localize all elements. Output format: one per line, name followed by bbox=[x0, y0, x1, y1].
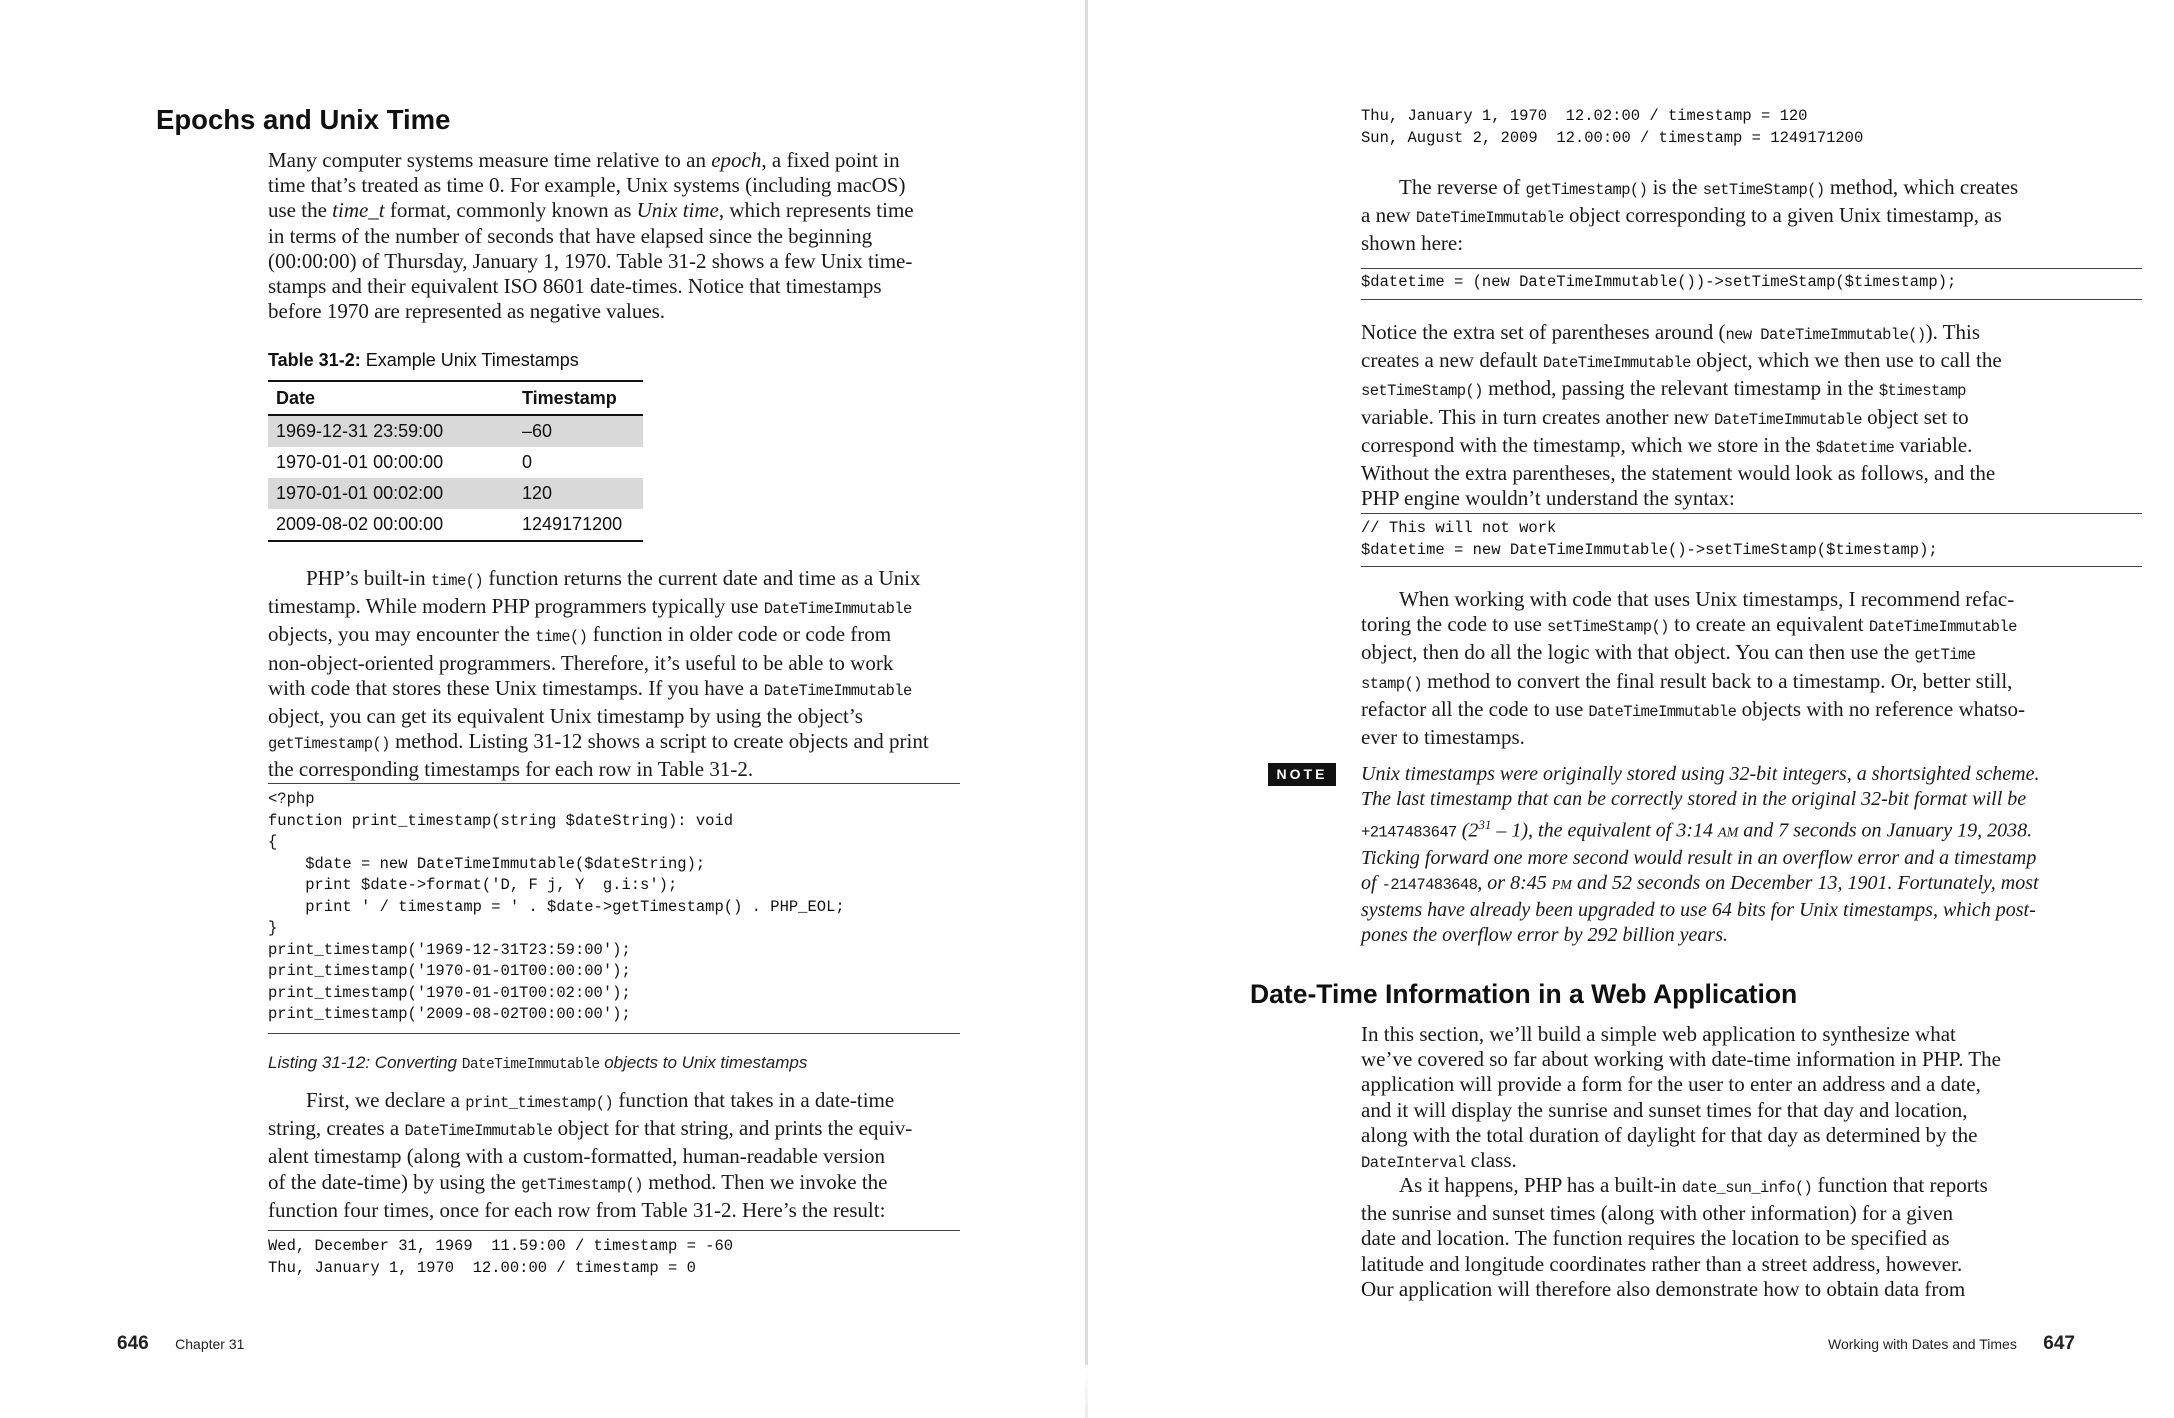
text-line: First, we declare a print_timestamp() function that takes in a date-time bbox=[306, 1088, 895, 1112]
inline-code: setTimeStamp() bbox=[1547, 618, 1669, 637]
inline-code: DateTimeImmutable bbox=[763, 600, 912, 619]
text-line: Ticking forward one more second would result in an overflow error and a timestamp bbox=[1361, 846, 2037, 869]
inline-code: getTimestamp() bbox=[521, 1175, 643, 1194]
text-line: toring the code to use setTimeStamp() to create an equivalent DateTimeImmutable bbox=[1361, 612, 2017, 637]
code-line: $datetime = new DateTimeImmutable()->setTimeStamp($timestamp); bbox=[1361, 540, 1938, 559]
text-line: correspond with the timestamp, which we store in the $datetime variable. bbox=[1361, 432, 1973, 457]
text-line: object, then do all the logic with that object. You can then use the getTime bbox=[1361, 640, 1976, 665]
text-line: stamps and their equivalent ISO 8601 date-times. Notice that timestamps bbox=[268, 274, 882, 299]
table-cell-timestamp: 1249171200 bbox=[514, 509, 643, 541]
table-row bbox=[268, 447, 643, 478]
text-line: In this section, we’ll build a simple web application to synthesize what bbox=[1361, 1022, 1956, 1046]
inline-code: -2147483648 bbox=[1381, 876, 1478, 895]
explanation-paragraph bbox=[268, 1088, 912, 1223]
inline-code: getTimestamp() bbox=[1525, 181, 1648, 199]
small-caps: am bbox=[1718, 819, 1739, 842]
superscript: 31 bbox=[1478, 817, 1492, 833]
text-line: we’ve covered so far about working with date-time information in PHP. The bbox=[1361, 1047, 2001, 1072]
text-line: string, creates a DateTimeImmutable object for that string, and prints the equiv- bbox=[268, 1116, 913, 1141]
text-line: pones the overflow error by 292 billion years. bbox=[1361, 924, 1728, 947]
table-cell-date: 2009-08-02 00:00:00 bbox=[268, 509, 514, 541]
text-line: date and location. The function requires the location to be specified as bbox=[1361, 1226, 1950, 1251]
text-line: alent timestamp (along with a custom-formatted, human-readable version bbox=[268, 1144, 885, 1169]
left-footer bbox=[117, 1333, 244, 1355]
text-line: As it happens, PHP has a built-in date_sun_info() function that reports bbox=[1399, 1173, 1988, 1197]
code-not-work bbox=[1361, 513, 2142, 567]
table-row bbox=[268, 509, 643, 541]
emphasis: epoch bbox=[711, 148, 762, 172]
table-cell-timestamp: –60 bbox=[514, 415, 643, 447]
code-line: print_timestamp('1970-01-01T00:02:00'); bbox=[268, 983, 631, 1002]
chapter-label: Chapter 31 bbox=[175, 1336, 245, 1352]
table-cell-timestamp: 0 bbox=[522, 452, 533, 472]
right-footer bbox=[1828, 1333, 2075, 1355]
text-line: the sunrise and sunset times (along with other information) for a given bbox=[1361, 1201, 1953, 1226]
table-cell-date: 1970-01-01 00:02:00 bbox=[268, 478, 514, 509]
inline-code: new DateTimeImmutable() bbox=[1725, 326, 1926, 344]
code-line: Wed, December 31, 1969 11.59:00 / timestamp = -60 bbox=[268, 1237, 734, 1255]
table-cell-date: 1969-12-31 23:59:00 bbox=[268, 415, 514, 447]
text-line: The reverse of getTimestamp() is the setTimeStamp() method, which creates bbox=[1399, 175, 2019, 199]
code-line: <?php bbox=[268, 790, 315, 808]
inline-code: $datetime bbox=[1815, 438, 1895, 457]
listing-caption-prefix: Listing 31-12: Converting bbox=[268, 1053, 462, 1072]
text-line: before 1970 are represented as negative values. bbox=[268, 299, 666, 324]
inline-code: DateTimeImmutable bbox=[1868, 618, 2017, 637]
left-page bbox=[0, 0, 1085, 1418]
small-caps: pm bbox=[1551, 872, 1572, 895]
code-line: // This will not work bbox=[1361, 519, 1557, 537]
text-line: getTimestamp() method. Listing 31-12 shows a script to create objects and print bbox=[268, 729, 929, 754]
text-line: application will provide a form for the user to enter an address and a date, bbox=[1361, 1072, 1981, 1097]
refactor-paragraph bbox=[1361, 587, 2025, 750]
text-line: of the date-time) by using the getTimestamp() method. Then we invoke the bbox=[268, 1169, 888, 1194]
code-line: print ' / timestamp = ' . $date->getTimestamp() . PHP_EOL; bbox=[268, 897, 845, 916]
output-continued bbox=[1361, 106, 2141, 149]
text-line: in terms of the number of seconds that have elapsed since the beginning bbox=[268, 223, 873, 248]
table-row bbox=[268, 478, 643, 509]
text-line: Many computer systems measure time relative to an epoch, a fixed point in bbox=[268, 148, 900, 172]
text-line: and it will display the sunrise and sunset times for that day and location, bbox=[1361, 1097, 1968, 1122]
text-line: latitude and longitude coordinates rather than a street address, however. bbox=[1361, 1251, 1963, 1276]
intro-paragraph bbox=[268, 148, 914, 324]
inline-code: DateTimeImmutable bbox=[763, 681, 912, 700]
inline-code: print_timestamp() bbox=[465, 1094, 614, 1112]
code-line: Sun, August 2, 2009 12.00:00 / timestamp = 1249171200 bbox=[1361, 128, 1864, 147]
emphasis: time_t bbox=[332, 198, 385, 223]
code-line: function print_timestamp(string $dateString): void bbox=[268, 811, 734, 830]
text-line: The last timestamp that can be correctly stored in the original 32-bit format will be bbox=[1361, 788, 2027, 811]
code-settimestamp bbox=[1361, 268, 2142, 300]
text-line: Our application will therefore also demonstrate how to obtain data from bbox=[1361, 1276, 1966, 1301]
text-line: refactor all the code to use DateTimeImmutable objects with no reference whatso- bbox=[1361, 696, 2025, 721]
table-caption bbox=[268, 350, 579, 371]
listing-caption-code: DateTimeImmutable bbox=[461, 1057, 600, 1073]
inline-code: +2147483647 bbox=[1361, 823, 1457, 842]
text-line: use the time_t format, commonly known as Unix time, which represents time bbox=[268, 198, 914, 223]
text-line: variable. This in turn creates another new DateTimeImmutable object set to bbox=[1361, 404, 1969, 429]
text-line: +2147483647 $(2^{31} - 1)$, the equivalent of 3:14 am and 7 seconds on January 19, 2038. bbox=[1361, 817, 2033, 842]
text-line: time that’s treated as time 0. For example, Unix systems (including macOS) bbox=[268, 173, 906, 198]
inline-code: time() bbox=[535, 628, 588, 647]
note-label: NOTE bbox=[1268, 763, 1336, 786]
inline-code: DateTimeImmutable bbox=[404, 1122, 553, 1141]
table-header-timestamp: Timestamp bbox=[514, 381, 643, 415]
inline-code: DateTimeImmutable bbox=[1713, 410, 1862, 429]
text-line: a new DateTimeImmutable object corresponding to a given Unix timestamp, as bbox=[1361, 203, 2002, 228]
inline-code: time() bbox=[430, 572, 484, 590]
listing-caption-suffix: objects to Unix timestamps bbox=[599, 1053, 808, 1072]
text-line: timestamp. While modern PHP programmers typically use DateTimeImmutable bbox=[268, 594, 912, 619]
text-line: with code that stores these Unix timestamps. If you have a DateTimeImmutable bbox=[268, 675, 912, 700]
web-app-intro-paragraph bbox=[1361, 1022, 2001, 1176]
emphasis: Unix time bbox=[636, 198, 719, 223]
code-line: Thu, January 1, 1970 12.00:00 / timestamp = 0 bbox=[268, 1258, 696, 1277]
inline-code: stamp() bbox=[1361, 674, 1422, 693]
note-text bbox=[1361, 762, 2039, 948]
table-cell-timestamp: 120 bbox=[514, 478, 643, 509]
table-row bbox=[268, 415, 643, 447]
output-listing bbox=[268, 1230, 960, 1279]
code-line: } bbox=[268, 919, 278, 937]
table-caption-label: Table 31-2: bbox=[268, 350, 361, 370]
inline-code: getTime bbox=[1914, 646, 1976, 665]
code-line: print $date->format('D, F j, Y g.i:s'); bbox=[268, 876, 678, 894]
text-line: along with the total duration of daylight for that day as determined by the bbox=[1361, 1122, 1978, 1147]
date-sun-info-paragraph bbox=[1361, 1173, 1988, 1302]
code-line: print_timestamp('1969-12-31T23:59:00'); bbox=[268, 940, 631, 959]
inline-code: date_sun_info() bbox=[1681, 1179, 1813, 1197]
section-heading-web-app: Date-Time Information in a Web Application bbox=[1250, 979, 1798, 1009]
table-header-row bbox=[268, 381, 643, 415]
page-number: 647 bbox=[2043, 1333, 2075, 1354]
settimestamp-paragraph bbox=[1361, 175, 2018, 257]
text-line: the corresponding timestamps for each row in Table 31-2. bbox=[268, 757, 754, 782]
section-heading-epochs: Epochs and Unix Time bbox=[156, 104, 451, 135]
text-line: function four times, once for each row from Table 31-2. Here’s the result: bbox=[268, 1197, 886, 1222]
text-line: Without the extra parentheses, the statement would look as follows, and the bbox=[1361, 461, 1996, 486]
time-function-paragraph bbox=[268, 566, 929, 783]
timestamps-table bbox=[268, 380, 643, 542]
code-line: print_timestamp('2009-08-02T00:00:00'); bbox=[268, 1005, 631, 1023]
code-listing-31-12 bbox=[268, 783, 960, 1034]
inline-code: DateInterval bbox=[1361, 1154, 1466, 1173]
text-line: Notice the extra set of parentheses around (new DateTimeImmutable()). This bbox=[1361, 320, 1981, 344]
inline-code: setTimeStamp() bbox=[1361, 382, 1483, 401]
code-line: Thu, January 1, 1970 12.02:00 / timestamp = 120 bbox=[1361, 107, 1808, 125]
code-line: { bbox=[268, 833, 278, 851]
text-line: When working with code that uses Unix timestamps, I recommend refac- bbox=[1399, 587, 2015, 611]
code-line: $date = new DateTimeImmutable($dateString); bbox=[268, 854, 706, 873]
text-line: stamp() method to convert the final result back to a timestamp. Or, better still, bbox=[1361, 668, 2013, 693]
inline-code: DateTimeImmutable bbox=[1588, 702, 1737, 721]
inline-code: DateTimeImmutable bbox=[1542, 354, 1691, 373]
text-line: DateInterval class. bbox=[1361, 1148, 1517, 1173]
text-line: PHP engine wouldn’t understand the syntax: bbox=[1361, 486, 1735, 511]
inline-code: DateTimeImmutable bbox=[1415, 209, 1564, 228]
code-line: $datetime = (new DateTimeImmutable())->setTimeStamp($timestamp); bbox=[1361, 273, 1957, 291]
text-line: non-object-oriented programmers. Therefore, it’s useful to be able to work bbox=[268, 650, 894, 675]
inline-code: setTimeStamp() bbox=[1702, 181, 1825, 199]
text-line: of -2147483648, or 8:45 pm and 52 seconds on December 13, 1901. Fortunately, most bbox=[1361, 872, 2039, 895]
text-line: setTimeStamp() method, passing the relevant timestamp in the $timestamp bbox=[1361, 376, 1966, 401]
text-line: Unix timestamps were originally stored using 32-bit integers, a shortsighted scheme. bbox=[1361, 763, 2040, 785]
table-header-date: Date bbox=[268, 381, 514, 415]
text-line: shown here: bbox=[1361, 231, 1464, 256]
text-line: ever to timestamps. bbox=[1361, 725, 1525, 750]
text-line: object, you can get its equivalent Unix timestamp by using the object’s bbox=[268, 704, 863, 729]
code-line: print_timestamp('1970-01-01T00:00:00'); bbox=[268, 962, 631, 980]
table-caption-text: Example Unix Timestamps bbox=[360, 350, 579, 370]
inline-code: $timestamp bbox=[1878, 382, 1966, 401]
inline-code: getTimestamp() bbox=[268, 735, 390, 754]
text-line: systems have already been upgraded to use 64 bits for Unix timestamps, which post- bbox=[1361, 899, 2036, 922]
running-title: Working with Dates and Times bbox=[1828, 1336, 2017, 1352]
text-line: creates a new default DateTimeImmutable object, which we then use to call the bbox=[1361, 348, 2002, 373]
text-line: PHP’s built-in time() function returns the current date and time as a Unix bbox=[306, 566, 921, 590]
listing-caption bbox=[268, 1053, 807, 1073]
text-line: (00:00:00) of Thursday, January 1, 1970. Table 31-2 shows a few Unix time- bbox=[268, 248, 913, 273]
parentheses-paragraph bbox=[1361, 320, 2002, 511]
text-line: objects, you may encounter the time() function in older code or code from bbox=[268, 622, 892, 647]
page-number: 646 bbox=[117, 1333, 149, 1354]
table-cell-date: 1970-01-01 00:00:00 bbox=[276, 452, 444, 472]
right-page bbox=[1088, 0, 2174, 1418]
